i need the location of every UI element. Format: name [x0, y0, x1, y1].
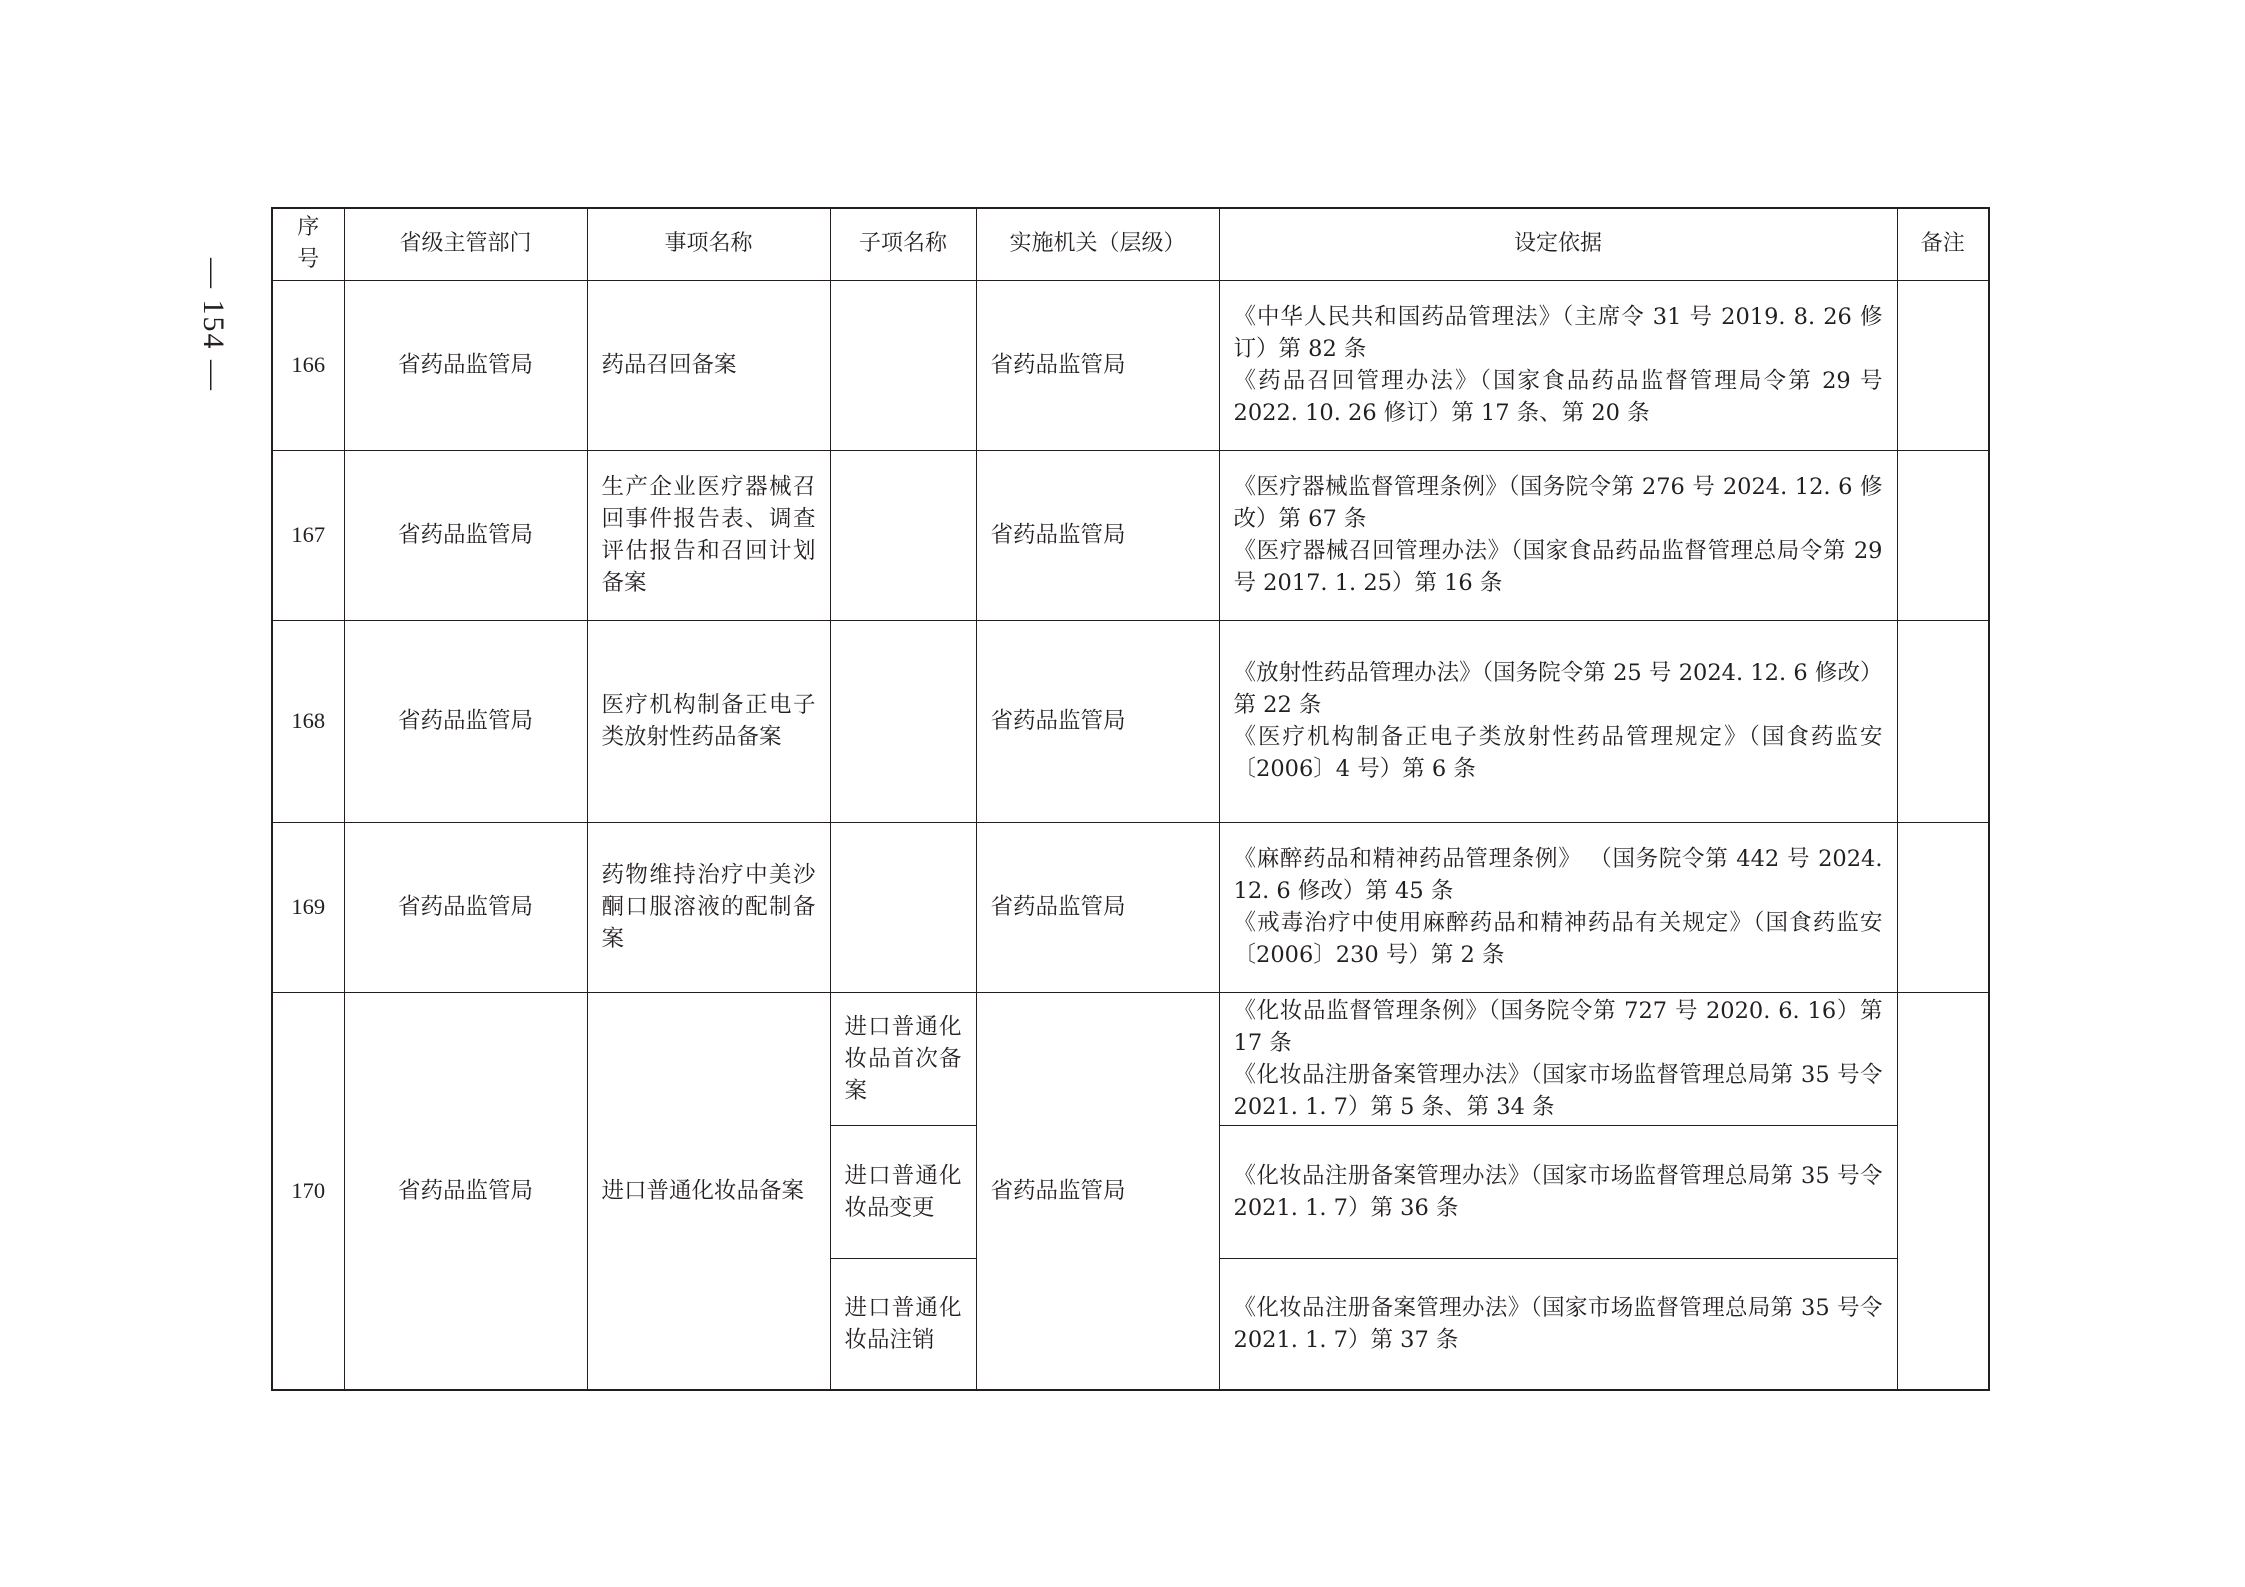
basis-line: 《化妆品注册备案管理办法》（国家市场监督管理总局第 35 号令 2021. 1. 7）第 5 条、第 34 条	[1233, 1061, 1883, 1120]
table-row	[272, 620, 1989, 822]
basis-line: 《化妆品监督管理条例》（国务院令第 727 号 2020. 6. 16）第 17 条	[1233, 997, 1883, 1056]
row-subitem: 进口普通化妆品首次备案	[830, 992, 976, 1125]
row-item: 药物维持治疗中美沙酮口服溶液的配制备案	[587, 822, 830, 992]
header-dept: 省级主管部门	[344, 208, 587, 280]
row-basis	[1219, 822, 1897, 992]
row-basis	[1219, 992, 1897, 1125]
header-basis: 设定依据	[1219, 208, 1897, 280]
row-index: 170	[272, 992, 344, 1390]
row-index: 166	[272, 280, 344, 450]
basis-line: 《医疗机构制备正电子类放射性药品管理规定》（国食药监安〔2006〕4 号）第 6 条	[1233, 724, 1883, 782]
row-index: 169	[272, 822, 344, 992]
row-basis	[1219, 1258, 1897, 1390]
row-org: 省药品监管局	[976, 620, 1219, 822]
row-dept: 省药品监管局	[344, 992, 587, 1390]
row-subitem	[830, 822, 976, 992]
header-row	[272, 208, 1989, 280]
row-subitem: 进口普通化妆品注销	[830, 1258, 976, 1390]
basis-line: 《医疗器械监督管理条例》（国务院令第 276 号 2024. 12. 6 修改）第 67 条	[1233, 474, 1883, 532]
row-basis	[1219, 450, 1897, 620]
row-basis	[1219, 620, 1897, 822]
header-note: 备注	[1897, 208, 1989, 280]
row-dept: 省药品监管局	[344, 280, 587, 450]
row-index: 167	[272, 450, 344, 620]
basis-line: 《中华人民共和国药品管理法》（主席令 31 号 2019. 8. 26 修订）第 82 条	[1233, 304, 1883, 362]
row-subitem: 进口普通化妆品变更	[830, 1125, 976, 1258]
header-org: 实施机关（层级）	[976, 208, 1219, 280]
row-basis	[1219, 1125, 1897, 1258]
row-dept: 省药品监管局	[344, 620, 587, 822]
basis-line: 《药品召回管理办法》（国家食品药品监督管理局令第 29 号 2022. 10. 26 修订）第 17 条、第 20 条	[1233, 368, 1883, 426]
row-org: 省药品监管局	[976, 992, 1219, 1390]
row-org: 省药品监管局	[976, 822, 1219, 992]
row-dept: 省药品监管局	[344, 450, 587, 620]
table-row	[272, 822, 1989, 992]
row-subitem	[830, 450, 976, 620]
row-note	[1897, 822, 1989, 992]
row-dept: 省药品监管局	[344, 822, 587, 992]
header-subitem: 子项名称	[830, 208, 976, 280]
page-number-container	[193, 230, 233, 420]
row-note	[1897, 280, 1989, 450]
basis-line: 《医疗器械召回管理办法》（国家食品药品监督管理总局令第 29 号 2017. 1. 25）第 16 条	[1233, 538, 1883, 596]
row-note	[1897, 450, 1989, 620]
row-basis	[1219, 280, 1897, 450]
row-note	[1897, 992, 1989, 1390]
row-subitem	[830, 620, 976, 822]
row-subitem	[830, 280, 976, 450]
basis-line: 《化妆品注册备案管理办法》（国家市场监督管理总局第 35 号令 2021. 1. 7）第 37 条	[1233, 1294, 1883, 1353]
row-item: 生产企业医疗器械召回事件报告表、调查评估报告和召回计划备案	[587, 450, 830, 620]
basis-line: 《麻醉药品和精神药品管理条例》 （国务院令第 442 号 2024. 12. 6 修改）第 45 条	[1233, 846, 1883, 904]
row-index: 168	[272, 620, 344, 822]
row-org: 省药品监管局	[976, 280, 1219, 450]
table-row	[272, 450, 1989, 620]
page-number: — 154 —	[197, 258, 230, 392]
table-row	[272, 992, 1989, 1125]
row-note	[1897, 620, 1989, 822]
header-item: 事项名称	[587, 208, 830, 280]
basis-line: 《放射性药品管理办法》（国务院令第 25 号 2024. 12. 6 修改）第 22 条	[1233, 660, 1883, 718]
row-org: 省药品监管局	[976, 450, 1219, 620]
row-item: 药品召回备案	[587, 280, 830, 450]
header-index: 序号	[272, 208, 344, 280]
basis-line: 《化妆品注册备案管理办法》（国家市场监督管理总局第 35 号令 2021. 1. 7）第 36 条	[1233, 1162, 1883, 1221]
table-row	[272, 280, 1989, 450]
basis-line: 《戒毒治疗中使用麻醉药品和精神药品有关规定》（国食药监安〔2006〕230 号）第 2 条	[1233, 910, 1883, 968]
row-item: 医疗机构制备正电子类放射性药品备案	[587, 620, 830, 822]
row-item: 进口普通化妆品备案	[587, 992, 830, 1390]
item-table	[271, 207, 1990, 1391]
